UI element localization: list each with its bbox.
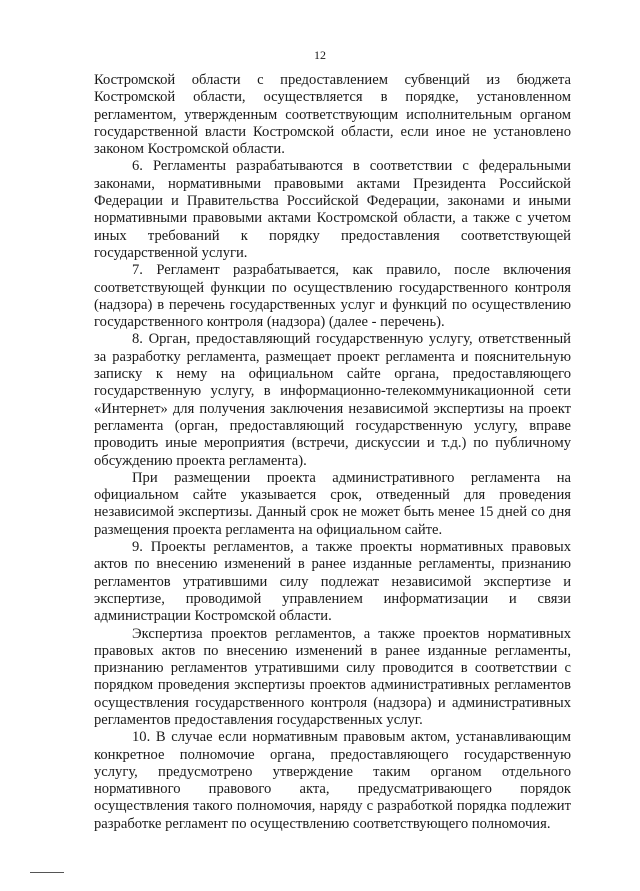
paragraph-item-9: 9. Проекты регламентов, а также проекты нормативных правовых актов по внесению изменений в ранее изданные регламенты, признанию регламентов утратившими силу подлежат независимой экспертизе и экспертизе, проводимой управлением информатизации и связи администрации Костромской области. [94,539,571,625]
document-body [94,72,571,833]
paragraph-item-6: 6. Регламенты разрабатываются в соответствии с федеральными законами, нормативными правовыми актами Президента Российской Федерации и Правительства Российской Федерации, законами и иными нормативными правовыми актами Костромской области, а также с учетом иных требований к порядку предоставления соответствующей государственной услуги. [94,158,571,261]
paragraph-item-7: 7. Регламент разрабатывается, как правило, после включения соответствующей функции по осуществлению государственного контроля (надзора) в перечень государственных услуг и функций по осуществлению государственного контроля (надзора) (далее - перечень). [94,262,571,331]
paragraph-item-9-expertise: Экспертиза проектов регламентов, а также проектов нормативных правовых актов по внесению изменений в ранее изданные регламенты, признанию регламентов утратившими силу проводится в соответствии с порядком проведения экспертизы проектов административных регламентов осуществления государственного контроля (надзора) и административных регламентов предоставления государственных услуг. [94,625,571,728]
paragraph-item-10: 10. В случае если нормативным правовым актом, устанавливающим конкретное полномочие органа, предоставляющего государственную услугу, предусмотрено утверждение таким органом отдельного нормативного правового акта, предусматривающего порядок осуществления такого полномочия, наряду с разработкой порядка подлежит разработке регламент по осуществлению соответствующего полномочия. [94,729,571,832]
footer-divider [30,872,64,873]
paragraph-item-8-deadline: При размещении проекта административного регламента на официальном сайте указывается срок, отведенный для проведения независимой экспертизы. Данный срок не может быть менее 15 дней со дня размещения проекта регламента на официальном сайте. [94,469,571,538]
paragraph-continuation: Костромской области с предоставлением субвенций из бюджета Костромской области, осуществляется в порядке, установленном регламентом, утвержденным соответствующим исполнительным органом государственной власти Костромской области, если иное не установлено законом Костромской области. [94,72,571,158]
page-number: 12 [314,48,326,62]
paragraph-item-8: 8. Орган, предоставляющий государственную услугу, ответственный за разработку регламента, размещает проект регламента и пояснительную записку к нему на официальном сайте органа, предоставляющего государственную услугу, в информационно-телекоммуникационной сети «Интернет» для получения заключения независимой экспертизы на проект регламента (орган, предоставляющий государственную услугу, вправе проводить иные мероприятия (встречи, дискуссии и т.д.) по публичному обсуждению проекта регламента). [94,331,571,469]
